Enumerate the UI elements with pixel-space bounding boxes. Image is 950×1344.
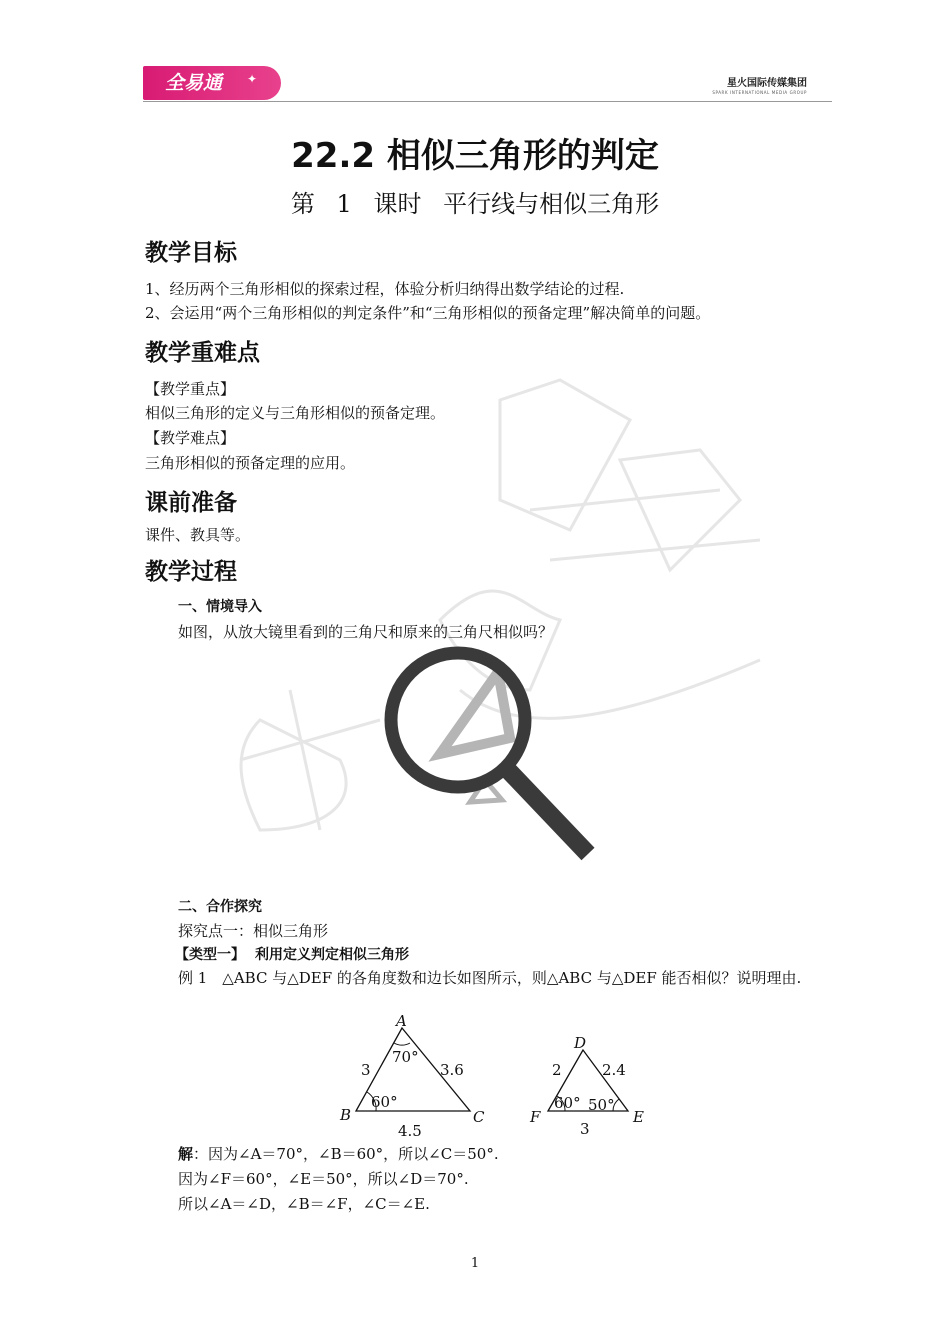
explore-point: 探究点一：相似三角形 [178, 922, 329, 940]
triangle-ruler-inside-lens [440, 672, 510, 754]
side-label-ac: 3.6 [440, 1061, 464, 1079]
section-heading-prep: 课前准备 [145, 490, 237, 516]
company-name-en: SPARK INTERNATIONAL MEDIA GROUP [712, 90, 807, 95]
type-heading [175, 944, 409, 964]
solution-text-1: ：因为∠A＝70°，∠B＝60°，所以∠C＝50°. [193, 1145, 499, 1163]
solution-line-3: 所以∠A＝∠D，∠B＝∠F，∠C＝∠E. [178, 1195, 430, 1213]
side-label-df: 2 [552, 1061, 562, 1079]
prep-text: 课件、教具等。 [145, 526, 251, 544]
angle-arc-a [394, 1043, 410, 1045]
difficulty-text: 三角形相似的预备定理的应用。 [145, 454, 356, 472]
part2-title: 二、合作探究 [178, 899, 262, 915]
magnifier-handle [508, 770, 588, 854]
angle-label-e: 50° [588, 1096, 615, 1114]
angle-label-b: 60° [371, 1093, 398, 1111]
sparkle-icon: ✦ [246, 72, 257, 86]
type-label: 【类型一】 [175, 947, 245, 963]
side-label-fe: 3 [580, 1120, 590, 1138]
triangles-figure [330, 1010, 660, 1140]
vertex-label-f: F [530, 1108, 541, 1126]
brand-logo-text: 全易通 [165, 72, 223, 94]
brand-logo [143, 66, 281, 100]
focus-text: 相似三角形的定义与三角形相似的预备定理。 [145, 404, 446, 422]
vertex-label-a: A [396, 1012, 407, 1030]
page-subtitle: 第 1 课时 平行线与相似三角形 [290, 190, 660, 218]
focus-label: 【教学重点】 [145, 380, 236, 398]
magnifier-illustration [380, 642, 610, 877]
side-label-ab: 3 [361, 1061, 371, 1079]
page-title: 22.2 相似三角形的判定 [291, 136, 659, 176]
side-label-de: 2.4 [602, 1061, 626, 1079]
section-heading-key-points: 教学重难点 [145, 340, 260, 366]
type-name: 利用定义判定相似三角形 [255, 947, 409, 963]
example-text: 例 1 △ABC 与△DEF 的各角度数和边长如图所示，则△ABC 与△DEF 能否相似？说明理由. [178, 969, 802, 987]
angle-label-a: 70° [392, 1048, 419, 1066]
solution-line-2: 因为∠F＝60°，∠E＝50°，所以∠D＝70°. [178, 1170, 469, 1188]
company-name-cn: 星火国际传媒集团 [727, 78, 807, 89]
section-heading-goals: 教学目标 [145, 240, 237, 266]
solution-label: 解 [178, 1145, 194, 1163]
company-name [712, 74, 807, 95]
goal-item: 1、经历两个三角形相似的探索过程，体验分析归纳得出数学结论的过程. [145, 280, 625, 298]
vertex-label-e: E [633, 1108, 644, 1126]
goal-item: 2、会运用“两个三角形相似的判定条件”和“三角形相似的预备定理”解决简单的问题。 [145, 304, 711, 322]
part1-text: 如图，从放大镜里看到的三角尺和原来的三角尺相似吗？ [178, 623, 554, 641]
difficulty-label: 【教学难点】 [145, 429, 236, 447]
side-label-bc: 4.5 [398, 1122, 422, 1140]
vertex-label-c: C [473, 1108, 485, 1126]
part1-title: 一、情境导入 [178, 599, 262, 615]
vertex-label-d: D [574, 1034, 587, 1052]
page-number: 1 [470, 1256, 480, 1271]
vertex-label-b: B [340, 1106, 352, 1124]
angle-label-f: 60° [554, 1094, 581, 1112]
header-divider [143, 101, 832, 102]
solution-line-1 [178, 1143, 499, 1164]
section-heading-process: 教学过程 [145, 559, 237, 585]
